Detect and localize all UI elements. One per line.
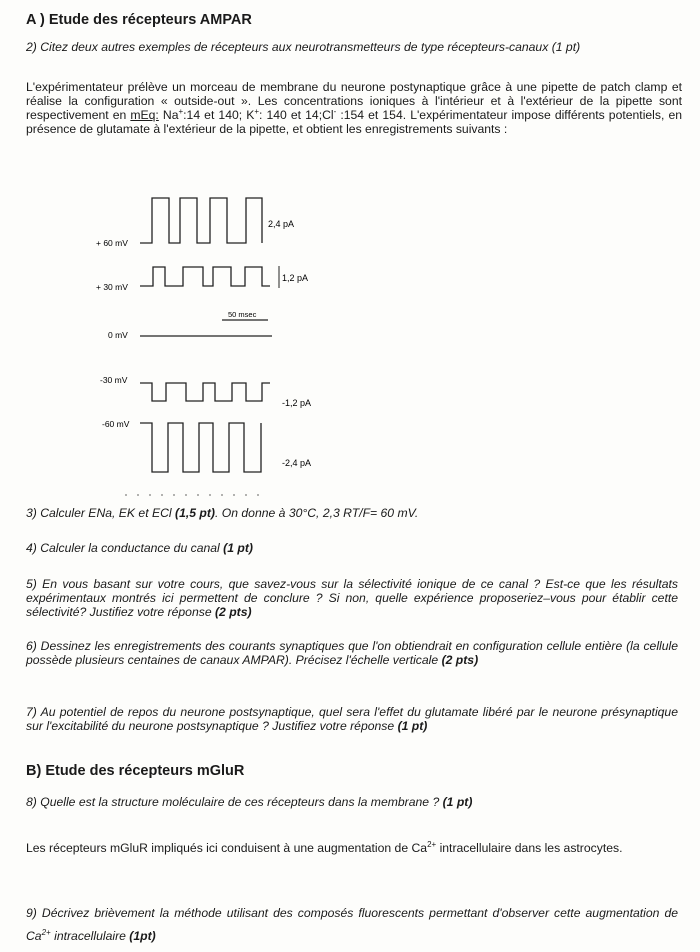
current-label-plus-30: 1,2 pA [282,273,309,283]
trace-line-plus-30 [140,267,270,286]
question-6: 6) Dessinez les enregistrements des courants synaptiques que l'on obtiendrait en configuration cellule entière (la cellule possède plusieurs centaines de canaux AMPAR). Précisez l'échelle verticale (2 pts) [26,639,678,667]
question-8: 8) Quelle est la structure moléculaire de ces récepteurs dans la membrane ? (1 pt) [26,795,473,809]
question-5: 5) En vous basant sur votre cours, que savez-vous sur la sélectivité ionique de ce canal ? Est-ce que les résultats expérimentaux montrés ici permettent de conclure ? Si non, quelle expérience proposeriez–vous pour établir cette sélectivité? Justifiez votre réponse (2 pts) [26,577,678,619]
question-9: 9) Décrivez brièvement la méthode utilisant des composés fluorescents permettant d'observer cette augmentation de $Ca^{2+}$ intracellulaire (1pt) [26,906,678,944]
trace-plus-60 [96,198,294,248]
trace-minus-60 [102,419,311,472]
current-label-minus-30: -1,2 pA [282,398,312,408]
voltage-label-plus-60: + 60 mV [96,238,128,248]
section-a-title: A ) Etude des récepteurs AMPAR [26,12,252,28]
section-b-title: B) Etude des récepteurs mGluR [26,763,245,779]
current-label-minus-60: -2,4 pA [282,458,312,468]
trace-zero [108,330,272,340]
scale-bar-label: 50 msec [228,310,257,319]
voltage-label-plus-30: + 30 mV [96,282,128,292]
mglur-paragraph: Les récepteurs mGluR impliqués ici conduisent à une augmentation de $Ca^{2+}$ intracellulaire dans les astrocytes. [26,839,623,855]
voltage-label-minus-30: -30 mV [100,375,128,385]
trace-line-minus-60 [140,423,261,472]
trace-line-plus-60 [140,198,262,243]
trace-minus-30 [100,375,311,408]
voltage-label-zero: 0 mV [108,330,128,340]
time-scale-bar [222,310,268,320]
question-2: 2) Citez deux autres exemples de récepteurs aux neurotransmetteurs de type récepteurs-canaux (1 pt) [26,40,581,54]
question-4: 4) Calculer la conductance du canal (1 pt) [26,541,253,555]
patch-clamp-recordings-figure [0,180,700,500]
current-label-plus-60: 2,4 pA [268,219,295,229]
trace-plus-30 [96,266,308,292]
question-3: 3) Calculer ENa, EK et ECl (1,5 pt). On donne à 30°C, 2,3 RT/F= 60 mV. [26,506,419,520]
trace-line-minus-30 [140,383,270,401]
voltage-label-minus-60: -60 mV [102,419,130,429]
question-7: 7) Au potentiel de repos du neurone postsynaptique, quel sera l'effet du glutamate libéré par le neurone présynaptique sur l'excitabilité du neurone postsynaptique ? Justifiez votre réponse (1 pt) [26,705,678,733]
intro-paragraph: L'expérimentateur prélève un morceau de membrane du neurone postynaptique grâce à une pipette de patch clamp et réalise la configuration « outside-out ». Les concentrations ioniques à l'intérieur et à l'extérieur de la pipette sont respectivement en mEq: Na+:14 et 140; K+: 140 et 14;Cl- :154 et 154. L'expérimentateur impose différents potentiels, en présence de glutamate à l'extérieur de la pipette, et obtient les enregistrements suivants : [26,80,682,136]
